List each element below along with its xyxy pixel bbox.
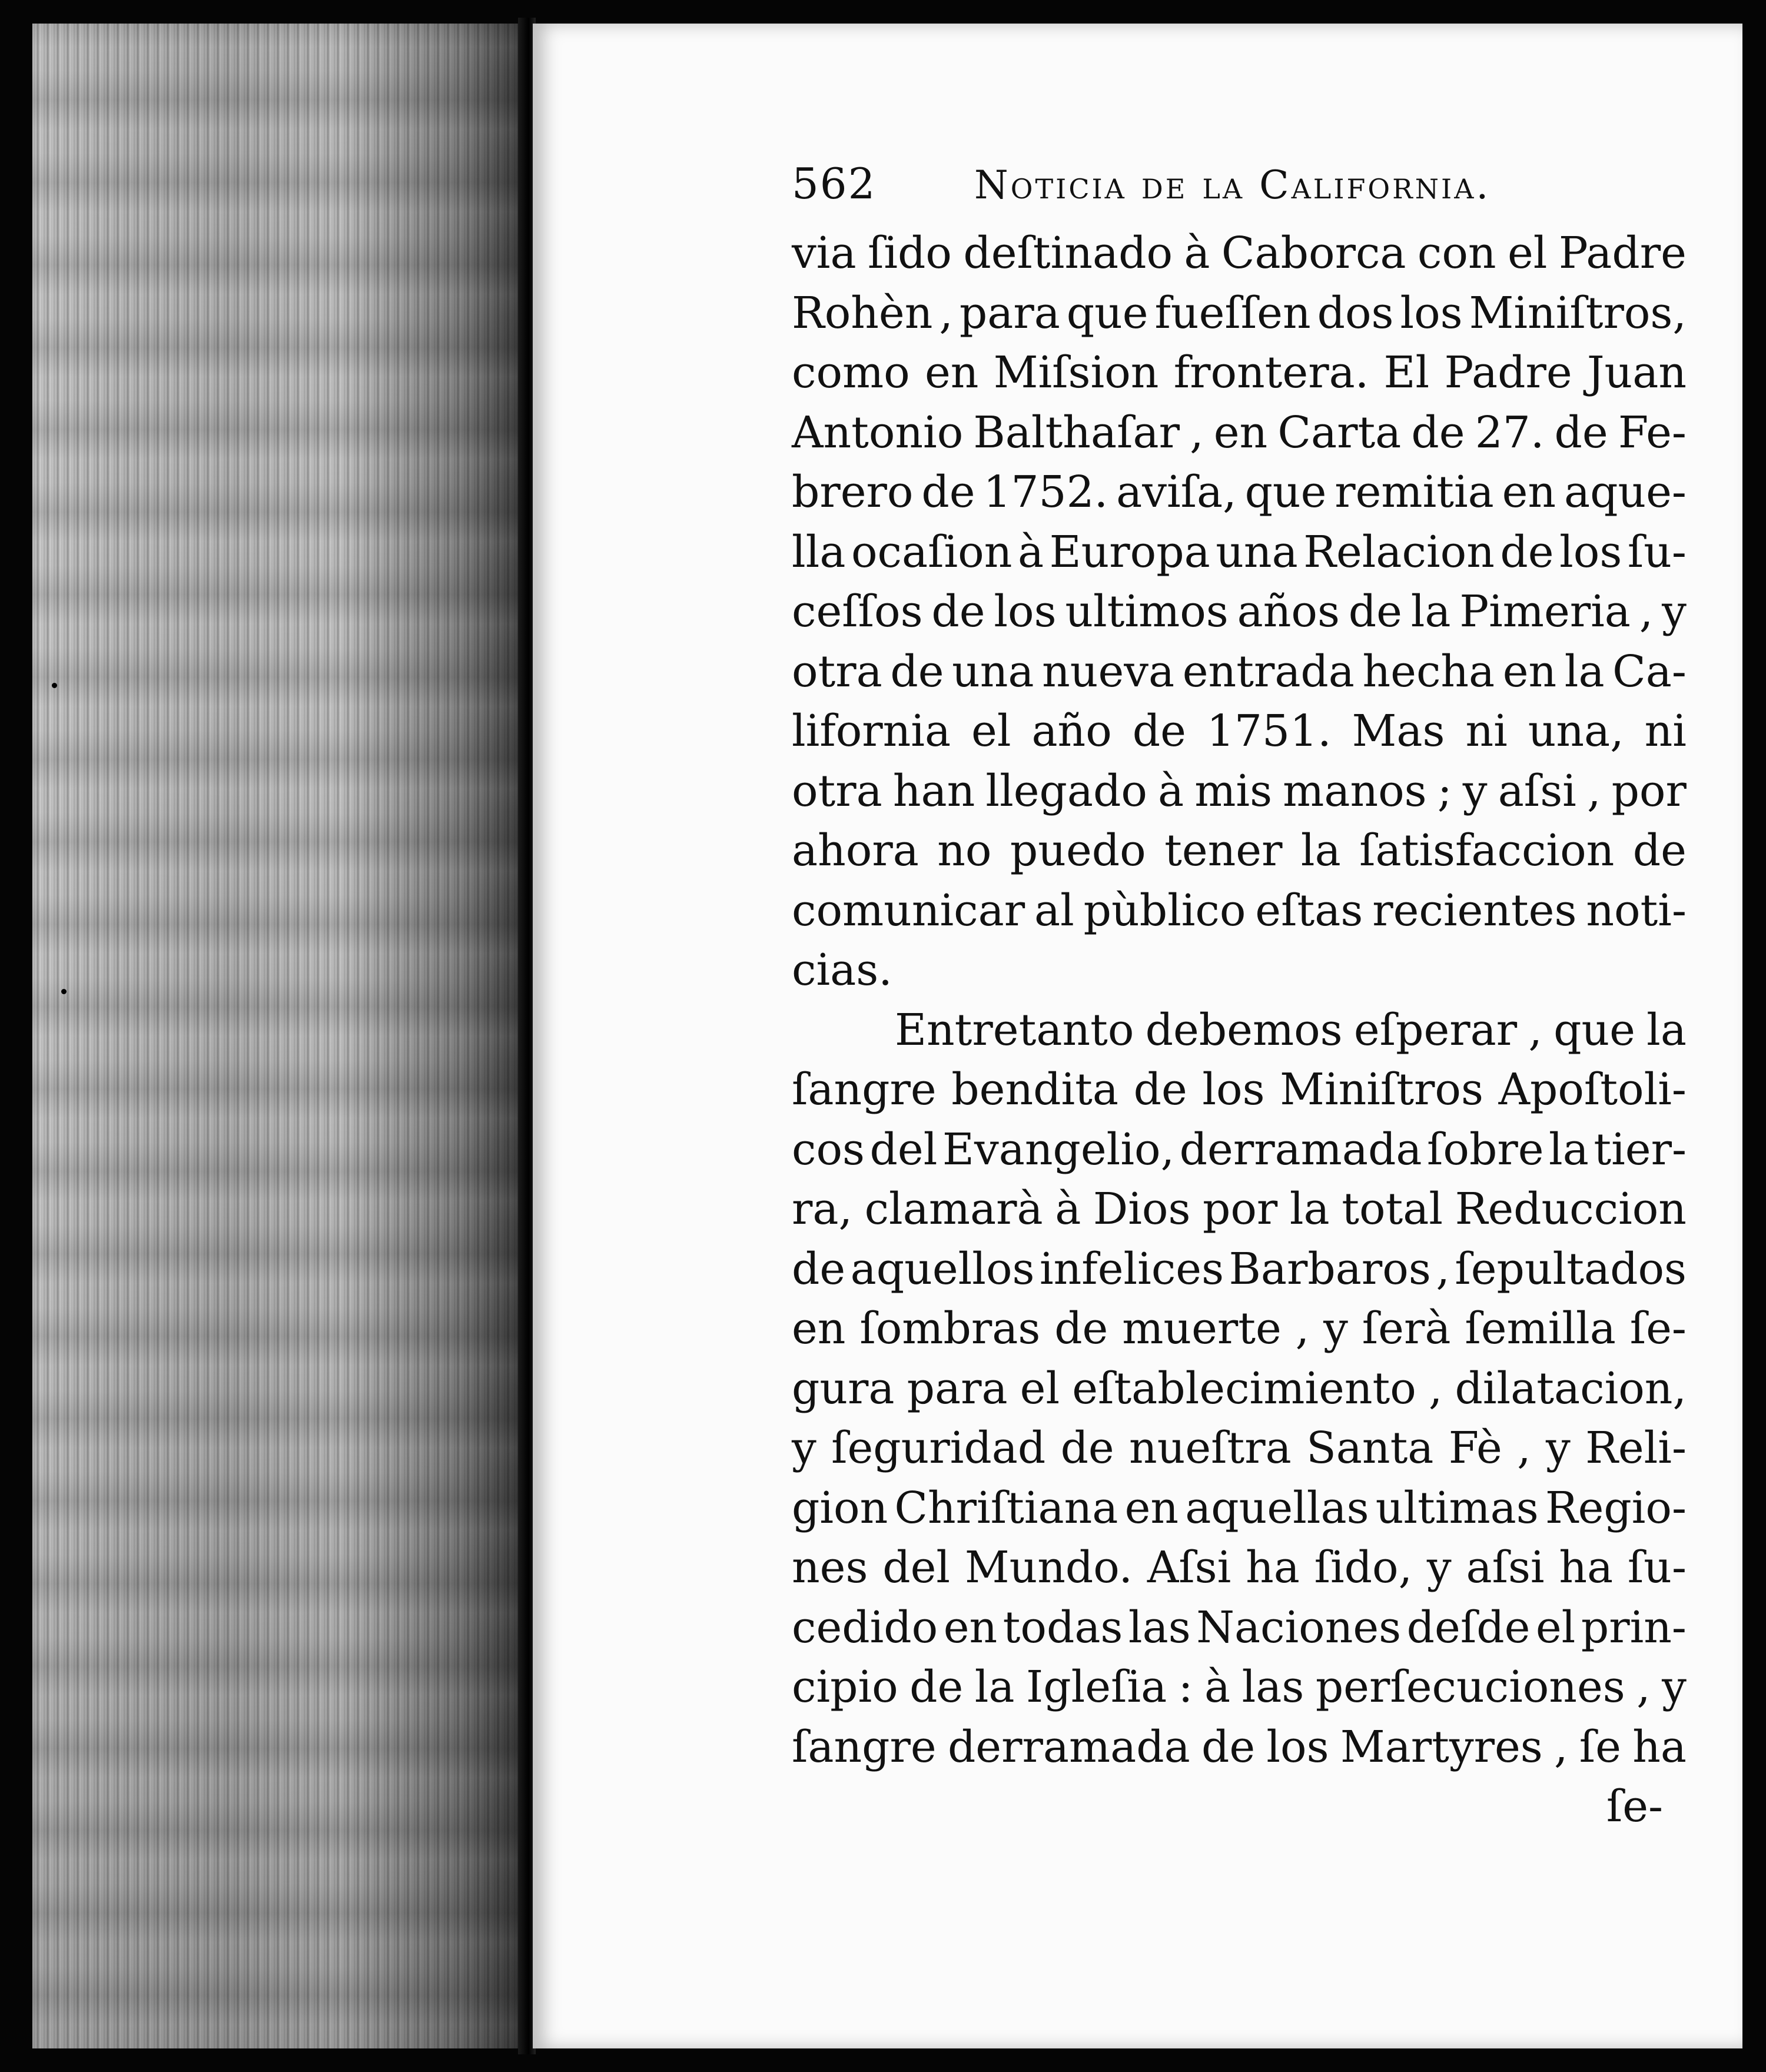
text-line: lla ocaſion à Europa una Relacion de los ſu-	[792, 526, 1687, 577]
text-line: ra, clamarà à Dios por la total Reduccion	[792, 1184, 1687, 1234]
text-line: ſangre bendita de los Miniſtros Apoſtoli-	[792, 1064, 1687, 1115]
text-line: cipio de la Igleſia : à las perſecuciones , y	[792, 1662, 1687, 1712]
text-line: ſangre derramada de los Martyres , ſe ha	[792, 1721, 1687, 1772]
page-number: 562	[792, 159, 877, 208]
text-line: lifornia el año de 1751. Mas ni una, ni	[792, 706, 1687, 756]
text-line: de aquellos infelices Barbaros , ſepultados	[792, 1243, 1687, 1294]
text-line: Antonio Balthaſar , en Carta de 27. de Fe-	[792, 407, 1687, 458]
text-line: otra de una nueva entrada hecha en la Ca-	[792, 646, 1687, 697]
text-line: via ſido deſtinado à Caborca con el Padre	[792, 228, 1687, 278]
printed-page	[533, 24, 1742, 2048]
text-line: comunicar al pùblico eſtas recientes noti-	[792, 885, 1687, 936]
page-header	[792, 159, 1687, 224]
edge-speck	[52, 683, 57, 688]
text-line: cos del Evangelio, derramada ſobre la tier-	[792, 1124, 1687, 1175]
edge-speck	[61, 989, 67, 994]
text-line: nes del Mundo. Aſsi ha ſido, y aſsi ha ſu-	[792, 1542, 1687, 1593]
paragraph	[792, 1001, 1687, 1778]
paragraph	[792, 224, 1687, 1001]
text-line: cias.	[792, 945, 892, 995]
text-line: Entretanto debemos eſperar , que la	[895, 1004, 1687, 1055]
text-line: brero de 1752. aviſa, que remitia en aque-	[792, 467, 1687, 517]
text-line: ceſſos de los ultimos años de la Pimeria , y	[792, 586, 1687, 637]
text-line: gura para el eſtablecimiento , dilatacion,	[792, 1363, 1687, 1414]
text-line: y ſeguridad de nueſtra Santa Fè , y Reli-	[792, 1423, 1687, 1473]
text-line: ahora no puedo tener la ſatisfaccion de	[792, 825, 1687, 876]
fore-edge-shading	[32, 24, 530, 2048]
text-line: cedido en todas las Naciones deſde el prin-	[792, 1602, 1687, 1653]
text-line: gion Chriſtiana en aquellas ultimas Regio-	[792, 1482, 1687, 1533]
text-line: Rohèn , para que fueſſen dos los Miniſtros,	[792, 287, 1687, 338]
body-text	[792, 224, 1687, 1777]
running-title: Noticia de la California.	[974, 162, 1491, 208]
text-block	[792, 159, 1687, 1837]
text-line: otra han llegado à mis manos ; y aſsi , por	[792, 765, 1687, 816]
text-line: en ſombras de muerte , y ſerà ſemilla ſe-	[792, 1303, 1687, 1354]
text-line: como en Miſsion frontera. El Padre Juan	[792, 347, 1687, 398]
catchword: ſe-	[1606, 1781, 1663, 1832]
